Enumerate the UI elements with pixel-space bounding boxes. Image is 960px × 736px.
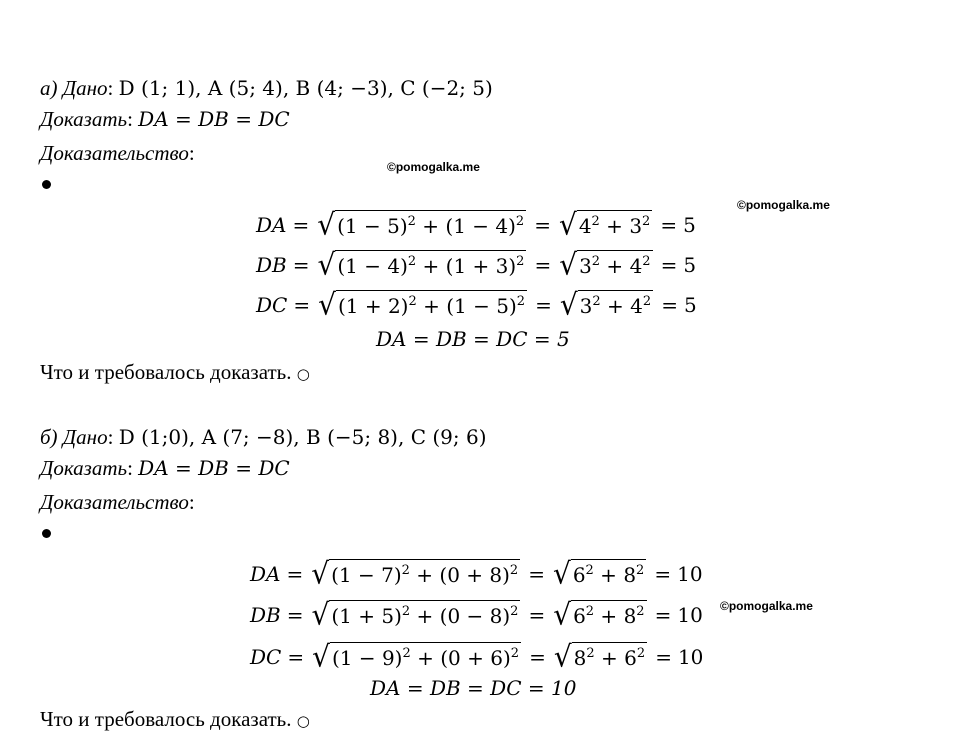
- part-b-prove: Доказать: DA = DB = DC: [40, 456, 290, 480]
- watermark: ©pomogalka.me: [720, 599, 813, 613]
- given-label: а) Дано: [40, 76, 108, 100]
- sqrt-expression: √ $(1 - 4)^2 + (1 + 3)^2$: [317, 247, 525, 282]
- distance-equation: DB = √ $(1 + 5)^2 + (0 - 8)^2$ = √ $6^2 + 8^2$ = 10: [250, 596, 703, 634]
- equation-result: 5: [683, 213, 696, 237]
- equation-lhs: DB: [256, 253, 287, 277]
- equation-lhs: DA: [250, 562, 281, 586]
- qed-circle-icon: ○: [296, 712, 310, 730]
- equation-result: 10: [677, 645, 704, 669]
- prove-label: Доказать: [40, 456, 128, 480]
- equation-result: 5: [683, 293, 697, 317]
- distance-equation: DA = √ $(1 - 5)^2 + (1 - 4)^2$ = √ $4^2 + 3^2$ = 5: [256, 206, 696, 244]
- equation-lhs: DA: [256, 213, 287, 237]
- equation-lhs: DB: [250, 603, 281, 627]
- part-a-conclusion: DA = DB = DC = 5: [376, 327, 570, 351]
- part-b-conclusion: DA = DB = DC = 10: [370, 676, 577, 700]
- watermark: ©pomogalka.me: [737, 198, 830, 212]
- equation-lhs: DC: [250, 645, 282, 669]
- prove-value: DA = DB = DC: [138, 456, 290, 480]
- part-b-given: б) Дано: D (1;0), A (7; −8), B (−5; 8), C (9; 6): [40, 425, 487, 449]
- distance-equation: DA = √ $(1 - 7)^2 + (0 + 8)^2$ = √ $6^2 + 8^2$ = 10: [250, 555, 703, 593]
- part-a-prove: Доказать: DA = DB = DC: [40, 107, 290, 131]
- part-b-qed: Что и требовалось доказать. ○: [40, 707, 310, 731]
- distance-equation: DC = √ $(1 + 2)^2 + (1 - 5)^2$ = √ $3^2 + 4^2$ = 5: [256, 286, 697, 324]
- distance-equation: DB = √ $(1 - 4)^2 + (1 + 3)^2$ = √ $3^2 + 4^2$ = 5: [256, 246, 696, 284]
- bullet-icon: [42, 180, 51, 189]
- part-a-qed: Что и требовалось доказать. ○: [40, 360, 310, 384]
- sqrt-expression: √ $6^2 + 8^2$: [552, 556, 645, 591]
- bullet-icon: [42, 529, 51, 538]
- sqrt-expression: √ $(1 - 7)^2 + (0 + 8)^2$: [311, 556, 519, 591]
- sqrt-expression: √ $8^2 + 6^2$: [553, 639, 646, 674]
- sqrt-expression: √ $3^2 + 4^2$: [559, 247, 651, 282]
- sqrt-expression: √ $(1 - 9)^2 + (0 + 6)^2$: [312, 639, 520, 674]
- given-label: б) Дано: [40, 425, 108, 449]
- qed-circle-icon: ○: [296, 365, 310, 383]
- distance-equation: DC = √ $(1 - 9)^2 + (0 + 6)^2$ = √ $8^2 + 6^2$ = 10: [250, 638, 703, 676]
- part-b-proof-label: Доказательство:: [40, 490, 195, 514]
- given-value: D (1;0), A (7; −8), B (−5; 8), C (9; 6): [118, 425, 487, 449]
- sqrt-expression: √ $(1 - 5)^2 + (1 - 4)^2$: [317, 207, 525, 242]
- equation-lhs: DC: [256, 293, 288, 317]
- sqrt-expression: √ $6^2 + 8^2$: [553, 597, 645, 632]
- equation-result: 5: [683, 253, 697, 277]
- prove-value: DA = DB = DC: [138, 107, 290, 131]
- sqrt-expression: √ $3^2 + 4^2$: [559, 287, 652, 322]
- part-a-given: а) Дано: D (1; 1), A (5; 4), B (4; −3), C (−2; 5): [40, 76, 493, 100]
- given-value: D (1; 1), A (5; 4), B (4; −3), C (−2; 5): [118, 76, 493, 100]
- sqrt-expression: √ $(1 + 2)^2 + (1 - 5)^2$: [318, 287, 526, 322]
- prove-label: Доказать: [40, 107, 128, 131]
- sqrt-expression: √ $(1 + 5)^2 + (0 - 8)^2$: [311, 597, 519, 632]
- part-a-proof-label: Доказательство:: [40, 141, 195, 165]
- sqrt-expression: √ $4^2 + 3^2$: [558, 207, 651, 242]
- watermark: ©pomogalka.me: [387, 160, 480, 174]
- equation-result: 10: [677, 603, 703, 627]
- equation-result: 10: [677, 562, 703, 586]
